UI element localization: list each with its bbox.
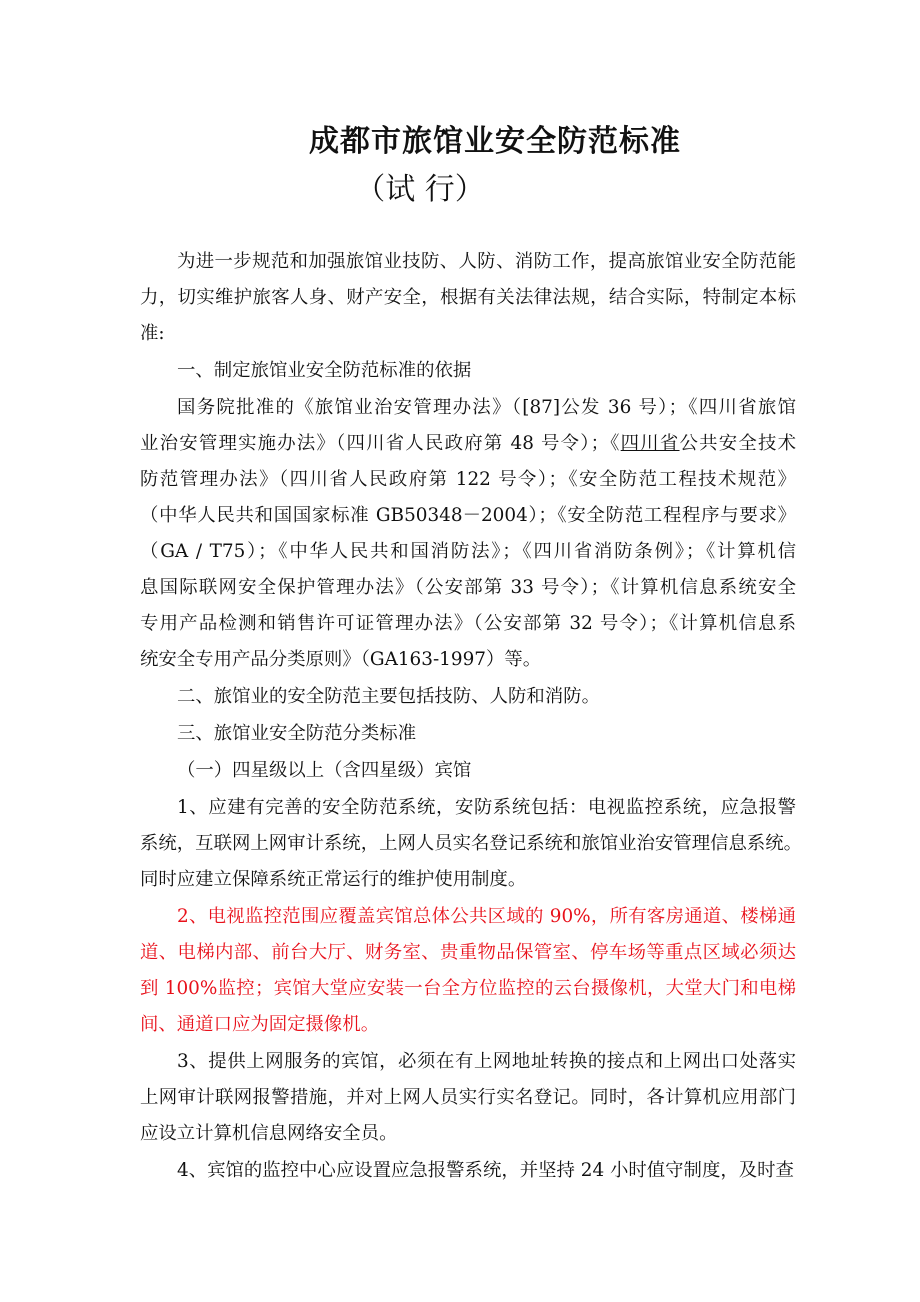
text-line: 统安全专用产品分类原则》（GA163-1997）等。 bbox=[140, 649, 542, 670]
text-line: 防范管理办法》（四川省人民政府第 122 号令）；《安全防范工程技术规范》 bbox=[140, 469, 796, 490]
text-line: 为进一步规范和加强旅馆业技防、人防、消防工作，提高旅馆业安全防范能 bbox=[177, 251, 796, 272]
text-line: 2、电视监控范围应覆盖宾馆总体公共区域的 90%，所有客房通道、楼梯通 bbox=[177, 906, 796, 927]
underlined-text: 四川省 bbox=[620, 433, 680, 454]
paragraph bbox=[140, 753, 796, 789]
text-line: 同时应建立保障系统正常运行的维护使用制度。 bbox=[140, 869, 527, 890]
text-line: （中华人民共和国国家标准 GB50348－2004）；《安全防范工程程序与要求》 bbox=[140, 505, 796, 526]
text-line: （一）四星级以上（含四星级）宾馆 bbox=[177, 760, 472, 781]
document-body bbox=[140, 244, 803, 1190]
text-line: 系统，互联网上网审计系统，上网人员实名登记系统和旅馆业治安管理信息系统。 bbox=[140, 833, 803, 854]
text-line: 息国际联网安全保护管理办法》（公安部第 33 号令）；《计算机信息系统安全 bbox=[140, 577, 796, 598]
text-segment: 公共安全技术 bbox=[679, 433, 796, 454]
text-line bbox=[140, 426, 796, 462]
paragraph bbox=[140, 1153, 796, 1189]
text-line: 力，切实维护旅客人身、财产安全，根据有关法律法规，结合实际，特制定本标 bbox=[140, 287, 796, 308]
text-line: 1、应建有完善的安全防范系统，安防系统包括：电视监控系统，应急报警 bbox=[177, 797, 796, 818]
text-line: 二、旅馆业的安全防范主要包括技防、人防和消防。 bbox=[177, 686, 600, 707]
text-line: 上网审计联网报警措施，并对上网人员实行实名登记。同时，各计算机应用部门 bbox=[140, 1087, 796, 1108]
paragraph bbox=[140, 244, 796, 352]
paragraph bbox=[140, 353, 796, 389]
text-line: 3、提供上网服务的宾馆，必须在有上网地址转换的接点和上网出口处落实 bbox=[177, 1051, 796, 1072]
paragraph bbox=[140, 790, 803, 898]
text-line: 专用产品检测和销售许可证管理办法》（公安部第 32 号令）；《计算机信息系 bbox=[140, 613, 796, 634]
text-line: 到 100%监控；宾馆大堂应安装一台全方位监控的云台摄像机，大堂大门和电梯 bbox=[140, 978, 796, 999]
text-line: 一、制定旅馆业安全防范标准的依据 bbox=[177, 360, 472, 381]
text-line: 国务院批准的《旅馆业治安管理办法》（[87]公发 36 号）；《四川省旅馆 bbox=[177, 397, 796, 418]
paragraph bbox=[140, 1044, 796, 1152]
paragraph bbox=[140, 390, 796, 678]
text-line: 道、电梯内部、前台大厅、财务室、贵重物品保管室、停车场等重点区域必须达 bbox=[140, 942, 796, 963]
text-line: 准: bbox=[140, 323, 165, 344]
text-line: （GA / T75）；《中华人民共和国消防法》；《四川省消防条例》；《计算机信 bbox=[140, 541, 796, 562]
paragraph bbox=[140, 899, 796, 1043]
text-line: 应设立计算机信息网络安全员。 bbox=[140, 1123, 398, 1144]
text-line: 4、宾馆的监控中心应设置应急报警系统，并坚持 24 小时值守制度，及时查 bbox=[177, 1160, 794, 1181]
document-subtitle: （试 行） bbox=[355, 172, 485, 207]
paragraph bbox=[140, 716, 796, 752]
text-line: 间、通道口应为固定摄像机。 bbox=[140, 1014, 380, 1035]
text-line: 三、旅馆业安全防范分类标准 bbox=[177, 723, 417, 744]
paragraph bbox=[140, 679, 796, 715]
text-segment: 业治安管理实施办法》（四川省人民政府第 48 号令）；《 bbox=[140, 433, 621, 454]
document-title: 成都市旅馆业安全防范标准 bbox=[309, 124, 681, 159]
